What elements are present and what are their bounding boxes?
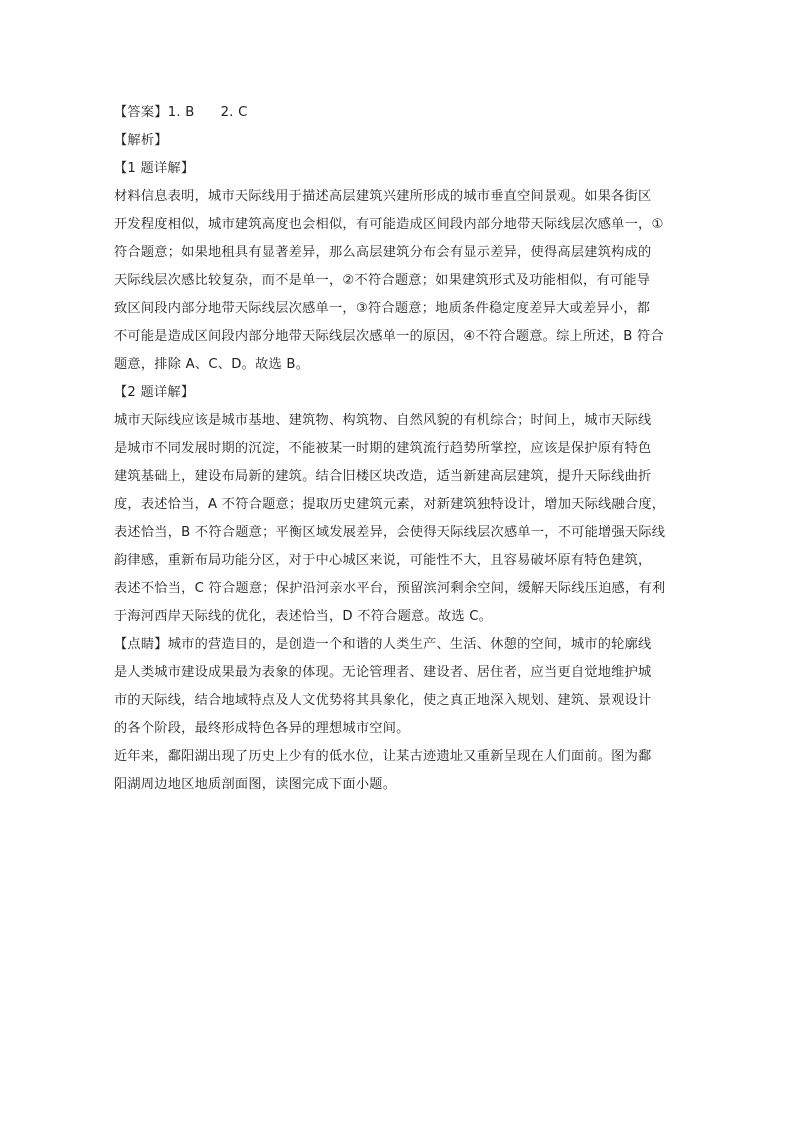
q1-line: 致区间段内部分地带天际线层次感单一，③符合题意；地质条件稳定度差异大或差异小，都	[114, 301, 651, 316]
q1-line: 符合题意；如果地租具有显著差异，那么高层建筑分布会有显示差异，使得高层建筑构成的	[114, 245, 652, 260]
note-paragraph	[114, 631, 684, 743]
q2-line: 韵律感，重新布局功能分区，对于中心城区来说，可能性不大，且容易破坏原有特色建筑，	[114, 553, 652, 568]
q1-line: 天际线层次感比较复杂，而不是单一，②不符合题意；如果建筑形式及功能相似，有可能导	[114, 273, 651, 288]
q2-line: 城市天际线应该是城市基地、建筑物、构筑物、自然风貌的有机综合；时间上，城市天际线	[114, 413, 652, 428]
intro-line: 近年来，鄱阳湖出现了历史上少有的低水位，让某古迹遗址又重新呈现在人们面前。图为鄱	[114, 749, 652, 764]
analysis-label: 【解析】	[114, 133, 168, 148]
q1-line: 不可能是造成区间段内部分地带天际线层次感单一的原因，④不符合题意。综上所述，B 符合	[114, 329, 664, 344]
note-line: 市的天际线，结合地域特点及人文优势将其具象化，使之真正地深入规划、建筑、景观设计	[114, 693, 652, 708]
q1-label: 【1 题详解】	[114, 161, 195, 176]
q2-line: 表述恰当，B 不符合题意；平衡区域发展差异，会使得天际线层次感单一，不可能增强天际线	[114, 525, 666, 540]
answer-2: 2. C	[220, 105, 248, 120]
answer-1: 1. B	[167, 105, 195, 120]
q2-line: 是城市不同发展时期的沉淀，不能被某一时期的建筑流行趋势所掌控，应该是保护原有特色	[114, 441, 652, 456]
q2-line: 度，表述恰当，A 不符合题意；提取历史建筑元素，对新建筑独特设计，增加天际线融合度，	[114, 497, 666, 512]
q2-label: 【2 题详解】	[114, 385, 195, 400]
q2-line: 于海河西岸天际线的优化，表述恰当，D 不符合题意。故选 C。	[114, 609, 493, 624]
intro-paragraph	[114, 743, 684, 799]
q1-line: 题意，排除 A、C、D。故选 B。	[114, 357, 310, 372]
note-line: 的各个阶段，最终形成特色各异的理想城市空间。	[114, 721, 410, 736]
q1-line: 开发程度相似，城市建筑高度也会相似，有可能造成区间段内部分地带天际线层次感单一，①	[114, 217, 664, 232]
q2-line: 表述不恰当，C 符合题意；保护沿河亲水平台，预留滨河剩余空间，缓解天际线压迫感，有利	[114, 581, 666, 596]
note-first-text: 城市的营造目的，是创造一个和谐的人类生产、生活、休憩的空间，城市的轮廓线	[167, 637, 652, 652]
note-label: 【点睛】	[114, 637, 168, 652]
note-line: 是人类城市建设成果最为表象的体现。无论管理者、建设者、居住者，应当更自觉地维护城	[114, 665, 652, 680]
intro-line: 阳湖周边地区地质剖面图，读图完成下面小题。	[114, 777, 397, 792]
answer-label: 【答案】	[114, 105, 168, 120]
document-body	[114, 99, 684, 799]
answer-line	[114, 99, 684, 127]
note-first-line	[114, 631, 684, 659]
q2-paragraph	[114, 407, 684, 631]
q1-paragraph	[114, 183, 684, 379]
q1-line: 材料信息表明，城市天际线用于描述高层建筑兴建所形成的城市垂直空间景观。如果各街区	[114, 189, 652, 204]
q2-line: 建筑基础上，建设布局新的建筑。结合旧楼区块改造，适当新建高层建筑，提升天际线曲折	[114, 469, 652, 484]
